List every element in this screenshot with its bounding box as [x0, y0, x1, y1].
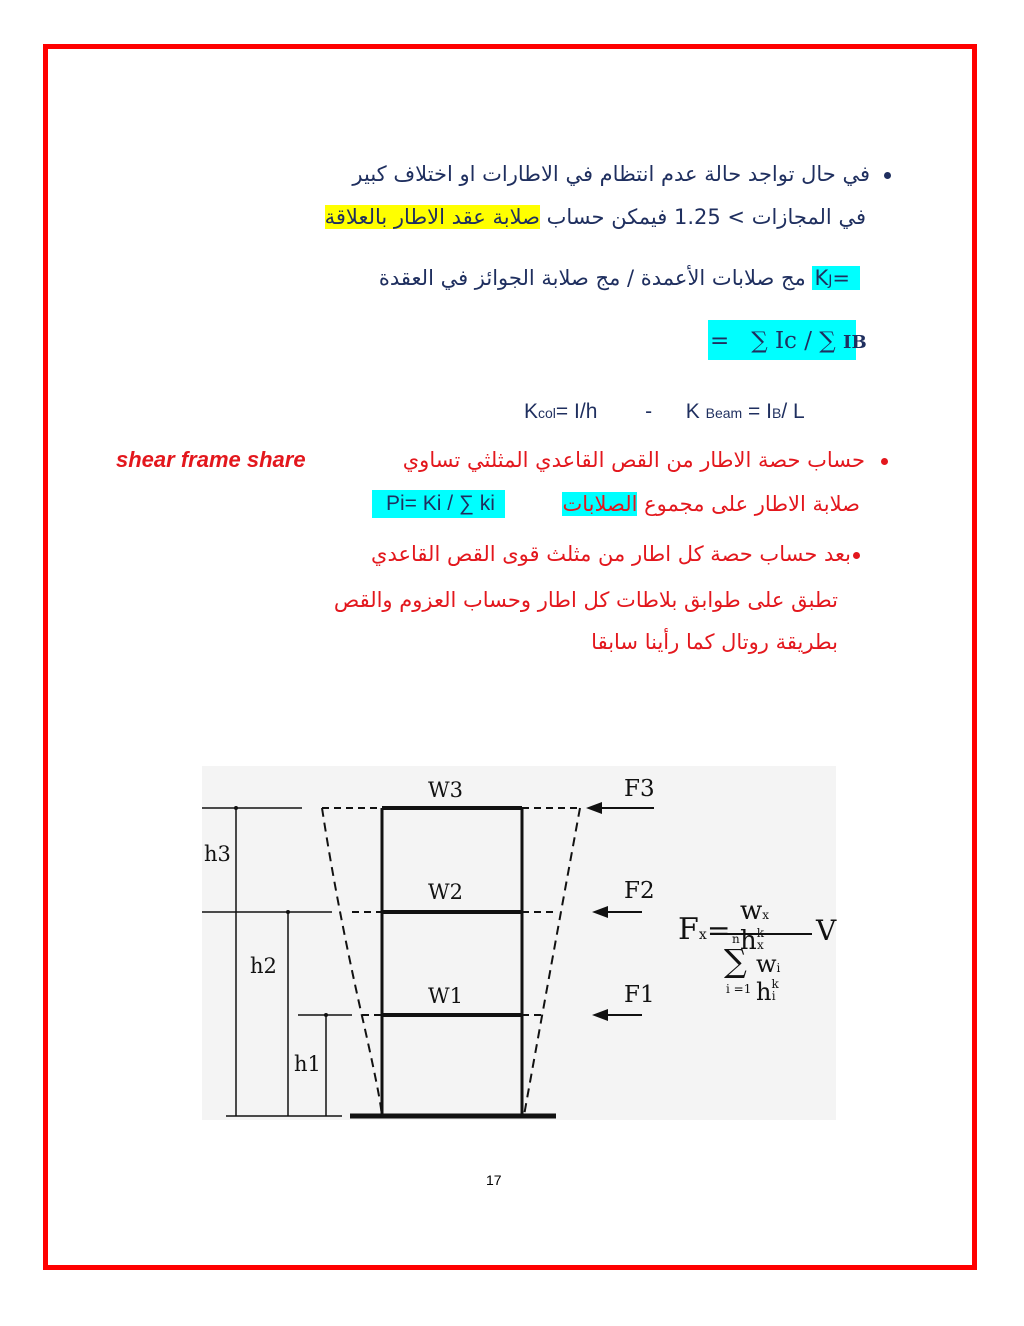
kcol-k: K	[524, 400, 539, 423]
bullet-icon	[881, 458, 888, 465]
slash: /	[804, 328, 812, 354]
paragraph1-line1-text: في حال تواجد حالة عدم انتظام في الاطارات او اختلاف كبير	[352, 162, 870, 186]
kj-definition	[379, 264, 860, 295]
formula-sum-symbol: ∑	[724, 942, 747, 980]
kbeam-rest-2: / L	[781, 400, 805, 423]
red-line-1	[371, 540, 860, 568]
dash: -	[645, 400, 653, 423]
h3-label: h3	[204, 842, 231, 866]
num-h: h	[740, 926, 757, 956]
shear-frame-share-label: shear frame share	[116, 447, 306, 472]
share-arabic-text: حساب حصة الاطار من القص القاعدي المثلثي تساوي	[402, 448, 865, 472]
red-line-2: تطبق على طوابق بلاطات كل اطار وحساب العزوم والقص	[333, 588, 838, 612]
kj-equation	[710, 327, 867, 357]
num-w: w	[740, 896, 763, 926]
num-h-sub: x	[757, 938, 764, 952]
red-line-1-text: بعد حساب حصة كل اطار من مثلث قوى القص القاعدي	[371, 542, 851, 566]
formula-eq: =	[707, 914, 731, 947]
formula-v: V	[816, 914, 837, 947]
frame-diagram	[202, 766, 836, 1120]
formula-sum-top: n	[732, 932, 740, 946]
share-line2-prefix: صلابة الاطار على مجموع	[637, 492, 860, 516]
h2-label: h2	[250, 954, 277, 978]
den-h: h	[756, 978, 772, 1006]
num-h-sup: k	[756, 926, 765, 940]
deformed-right	[524, 808, 580, 1117]
share-line2-highlight: الصلابات	[562, 492, 638, 516]
f2-label: F2	[624, 878, 655, 904]
paragraph1-line2-prefix: في المجازات > 1.25 فيمكن حساب	[539, 205, 866, 229]
formula-f: F	[678, 912, 699, 947]
deformed-left	[322, 808, 382, 1117]
kbeam-rest-sub: B	[771, 405, 782, 421]
kcol-sub: col	[538, 405, 556, 421]
eq-sign: =	[710, 328, 730, 354]
kcol-rest: = I/h	[555, 400, 598, 423]
ic-term: Ic	[774, 328, 797, 354]
formula-denominator	[756, 950, 808, 1006]
den-h-sup: k	[771, 977, 779, 991]
paragraph1-line2-highlight: صلابة عقد الاطار بالعلاقة	[324, 205, 540, 229]
w1-label: W1	[428, 984, 463, 1008]
formula-sum-bottom: i =1	[726, 982, 752, 996]
f1-label: F1	[624, 982, 655, 1008]
paragraph1-line1	[352, 160, 891, 188]
f1-arrowhead	[592, 1009, 608, 1021]
den-w: w	[756, 950, 777, 978]
kj-label	[812, 266, 860, 290]
sum-symbol-1: ∑	[751, 328, 768, 354]
share-line2	[562, 490, 860, 518]
sum-symbol-2: ∑	[819, 328, 836, 354]
formula-numerator	[740, 896, 801, 956]
f3-arrowhead	[586, 802, 602, 814]
ib-term: IB	[843, 332, 867, 353]
kbeam-rest-1: = I	[742, 400, 772, 423]
red-line-3: بطريقة روتال كما رأينا سابقا	[591, 630, 838, 654]
w2-label: W2	[428, 880, 463, 904]
num-w-sub: x	[762, 908, 770, 922]
h1-label: h1	[294, 1052, 321, 1076]
bullet-icon	[884, 172, 891, 179]
den-h-sub: i	[771, 989, 776, 1003]
paragraph1-line2	[325, 203, 866, 231]
share-formula: Pi= Ki / ∑ ki	[372, 490, 505, 518]
stiffness-line	[524, 398, 805, 427]
f3-label: F3	[624, 776, 655, 802]
f2-arrowhead	[592, 906, 608, 918]
den-w-sub: i	[776, 961, 781, 975]
formula-f-sub: x	[698, 927, 707, 943]
bullet-icon	[853, 552, 860, 559]
kbeam-sub: Beam	[705, 405, 743, 421]
formula-lhs	[678, 912, 707, 947]
kbeam-k: K	[685, 400, 700, 423]
share-arabic-line	[403, 446, 888, 474]
kj-label-text: =K	[814, 266, 850, 290]
kj-definition-text: مج صلابات الأعمدة / مج صلابة الجوائز في العقدة	[378, 266, 806, 290]
w3-label: W3	[428, 778, 463, 802]
kj-label-sub: J	[828, 273, 833, 289]
page-number: 17	[486, 1172, 502, 1188]
